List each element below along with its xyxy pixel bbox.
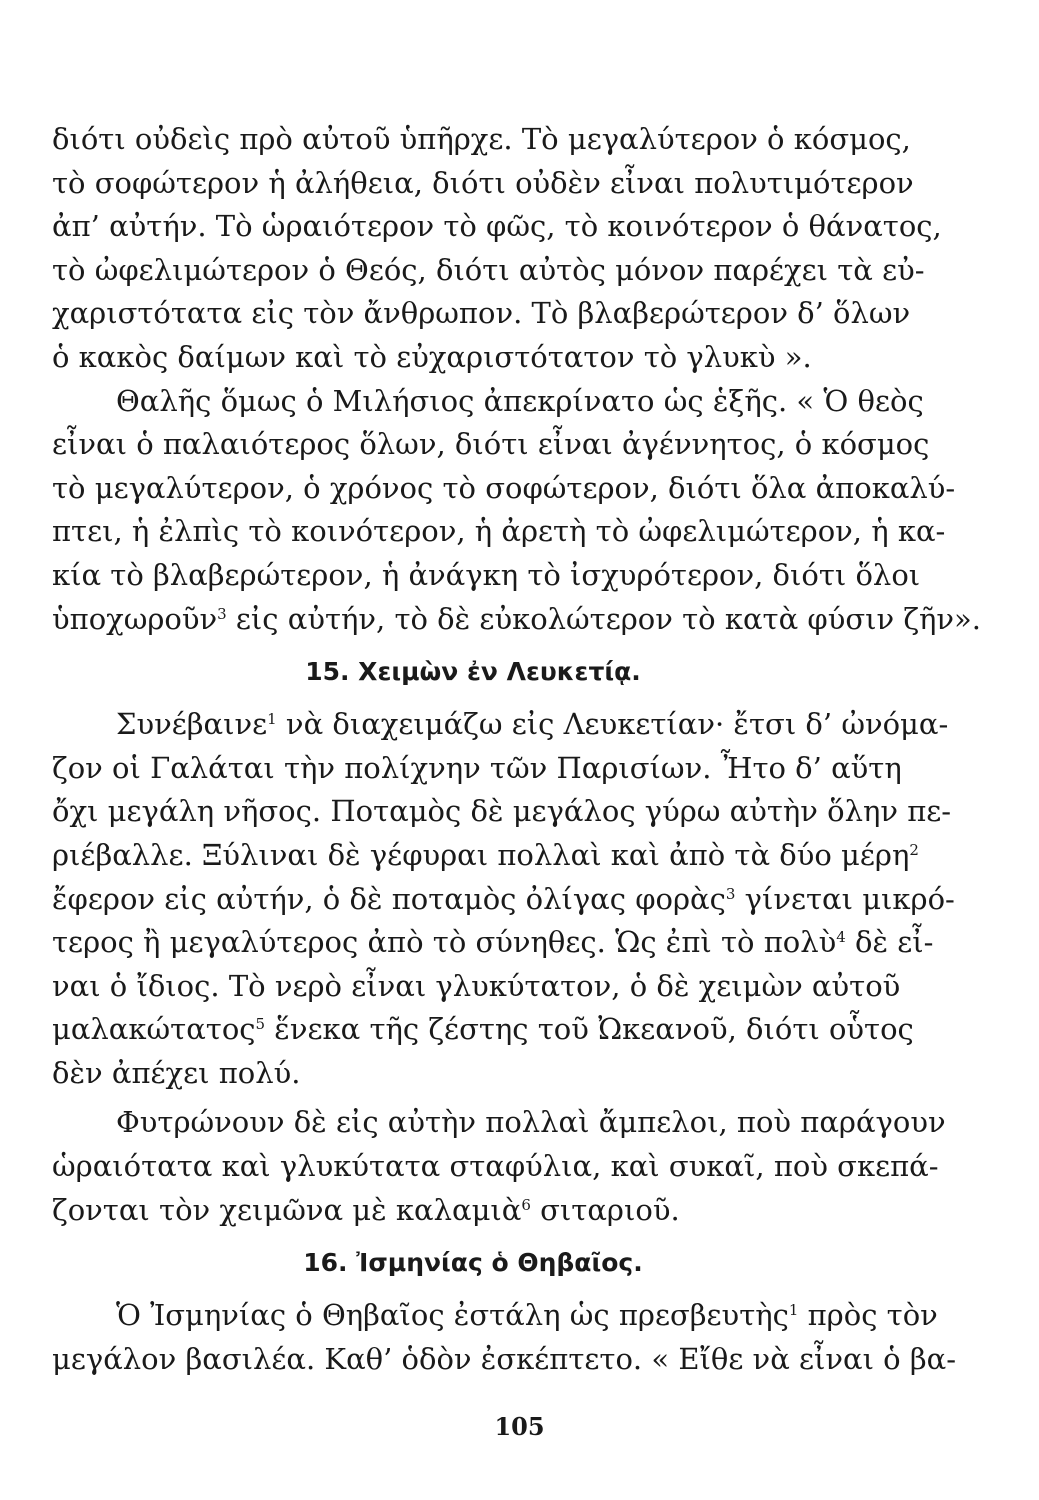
text-line: ἀπ’ αὐτήν. Τὸ ὡραιότερον τὸ φῶς, τὸ κοινότερον ὁ θάνατος,: [52, 209, 942, 244]
text-line: ζον οἱ Γαλάται τὴν πολίχνην τῶν Παρισίων. Ἦτο δ’ αὕτη: [52, 750, 902, 785]
text-line: τὸ μεγαλύτερον, ὁ χρόνος τὸ σοφώτερον, διότι ὅλα ἀποκαλύ-: [52, 470, 956, 505]
text-line: [52, 598, 982, 642]
text-line: εἶναι ὁ παλαιότερος ὅλων, διότι εἶναι ἀγέννητος, ὁ κόσμος: [52, 427, 930, 462]
text-line: [52, 834, 919, 878]
text-fragment: μαλακώτατος: [52, 1012, 256, 1047]
text-line: [52, 703, 949, 747]
text-line: Φυτρώνουν δὲ εἰς αὐτὴν πολλαὶ ἄμπελοι, ποὺ παράγουν: [116, 1105, 946, 1140]
footnote-marker: 5: [255, 1015, 266, 1034]
text-fragment: ζονται τὸν χειμῶνα μὲ καλαμιὰ: [52, 1192, 522, 1227]
text-line: κία τὸ βλαβερώτερον, ἡ ἀνάγκη τὸ ἰσχυρότερον, διότι ὅλοι: [52, 557, 921, 592]
paragraph: [52, 703, 955, 1095]
text-line: μεγάλον βασιλέα. Καθ’ ὁδὸν ἐσκέπτετο. « Εἴθε νὰ εἶναι ὁ βα-: [52, 1341, 957, 1376]
text-fragment: πρὸς τὸν: [798, 1298, 938, 1333]
text-line: [52, 1294, 938, 1338]
section-heading: 15. Χειμὼν ἐν Λευκετίᾳ.: [305, 657, 641, 687]
section-heading: 16. Ἰσμηνίας ὁ Θηβαῖος.: [303, 1248, 643, 1278]
footnote-marker: 2: [909, 840, 919, 859]
text-line: [52, 1008, 914, 1052]
text-line: ὡραιότατα καὶ γλυκύτατα σταφύλια, καὶ συκαῖ, ποὺ σκεπά-: [52, 1149, 939, 1184]
text-line: [52, 921, 934, 965]
text-line: ναι ὁ ἴδιος. Τὸ νερὸ εἶναι γλυκύτατον, ὁ δὲ χειμὼν αὐτοῦ: [52, 968, 901, 1003]
text-fragment: εἰς αὐτήν, τὸ δὲ εὐκολώτερον τὸ κατὰ φύσιν ζῆν».: [235, 601, 982, 636]
text-line: ὁ κακὸς δαίμων καὶ τὸ εὐχαριστότατον τὸ γλυκὺ ».: [52, 339, 812, 374]
page-number: 105: [494, 1412, 545, 1441]
footnote-marker: 1: [267, 710, 277, 729]
text-fragment: γίνεται μικρό-: [735, 881, 955, 916]
text-line: Θαλῆς ὅμως ὁ Μιλήσιος ἀπεκρίνατο ὡς ἑξῆς. « Ὁ θεὸς: [116, 383, 924, 418]
text-fragment: ἔφερον εἰς αὐτήν, ὁ δὲ ποταμὸς ὀλίγας φορὰς: [52, 881, 726, 916]
text-line: τὸ σοφώτερον ἡ ἀλήθεια, διότι οὐδὲν εἶναι πολυτιμότερον: [52, 165, 914, 200]
text-line: δὲν ἀπέχει πολύ.: [52, 1055, 301, 1090]
footnote-marker: 3: [725, 884, 736, 903]
text-fragment: Συνέβαινε: [116, 707, 268, 742]
paragraph: [52, 380, 982, 642]
text-line: [52, 878, 955, 922]
text-fragment: Ὁ Ἰσμηνίας ὁ Θηβαῖος ἐστάλη ὡς πρεσβευτὴς: [116, 1298, 789, 1333]
paragraph: [52, 1101, 946, 1232]
text-fragment: ἕνεκα τῆς ζέστης τοῦ Ὠκεανοῦ, διότι οὗτος: [265, 1012, 914, 1047]
text-line: [52, 1189, 894, 1233]
footnote-marker: 6: [521, 1195, 531, 1214]
paragraph: [52, 1294, 957, 1381]
text-fragment: δὲ εἶ-: [845, 925, 934, 960]
text-fragment: σιταριοῦ.: [530, 1192, 680, 1227]
page-body: [52, 118, 982, 1381]
footnote-marker: 3: [217, 604, 227, 623]
text-line: χαριστότατα εἰς τὸν ἄνθρωπον. Τὸ βλαβερώτερον δ’ ὅλων: [52, 296, 911, 331]
paragraph: [52, 118, 942, 380]
footnote-marker: 1: [788, 1301, 799, 1320]
text-line: διότι οὐδεὶς πρὸ αὐτοῦ ὑπῆρχε. Τὸ μεγαλύτερον ὁ κόσμος,: [52, 122, 911, 156]
text-fragment: νὰ διαχειμάζω εἰς Λευκετίαν· ἔτσι δ’ ὠνόμα-: [276, 707, 949, 742]
text-fragment: ριέβαλλε. Ξύλιναι δὲ γέφυραι πολλαὶ καὶ ἀπὸ τὰ δύο μέρη: [52, 837, 910, 872]
text-fragment: ὑποχωροῦν: [52, 601, 218, 636]
footnote-marker: 4: [836, 928, 846, 947]
text-fragment: τερος ἢ μεγαλύτερος ἀπὸ τὸ σύνηθες. Ὡς ἐπὶ τὸ πολὺ: [52, 925, 837, 960]
text-line: τὸ ὠφελιμώτερον ὁ Θεός, διότι αὐτὸς μόνον παρέχει τὰ εὐ-: [52, 252, 925, 287]
text-line: ὄχι μεγάλη νῆσος. Ποταμὸς δὲ μεγάλος γύρω αὐτὴν ὅλην πε-: [52, 794, 952, 829]
text-line: πτει, ἡ ἐλπὶς τὸ κοινότερον, ἡ ἀρετὴ τὸ ὠφελιμώτερον, ἡ κα-: [52, 514, 946, 549]
